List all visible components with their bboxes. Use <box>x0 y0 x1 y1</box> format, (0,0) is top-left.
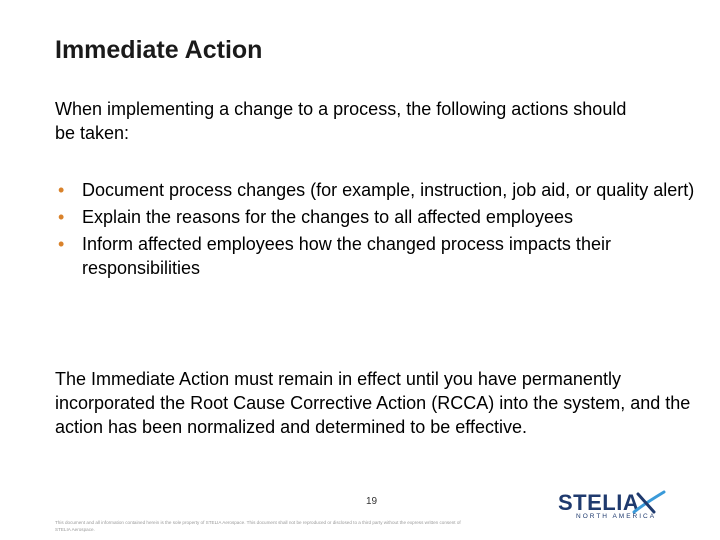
logo-wordmark: STELIA <box>558 490 640 515</box>
bullet-item <box>55 232 695 280</box>
bullet-icon: • <box>58 207 65 227</box>
intro-text: When implementing a change to a process, the following actions should be taken: <box>55 99 627 143</box>
bullet-icon: • <box>58 180 65 200</box>
bullet-icon: • <box>58 234 65 254</box>
page-number: 19 <box>366 496 378 507</box>
slide-title: Immediate Action <box>55 36 263 64</box>
bullet-text: Inform affected employees how the changed process impacts their responsibilities <box>82 234 611 278</box>
closing-text: The Immediate Action must remain in effect until you have permanently incorporated the Root Cause Corrective Action (RCCA) into the system, and the action has been normalized and determined to be effective. <box>55 369 691 437</box>
footer-disclaimer: This document and all information contained herein is the sole property of STELIA Aerospace. This document shall not be reproduced or disclosed to a third party without the express written consent of STELIA Aerospace. <box>55 520 461 532</box>
logo-subtitle: NORTH AMERICA <box>576 513 657 520</box>
bullet-list <box>55 178 695 283</box>
logo-swoosh-icon <box>632 490 666 516</box>
bullet-text: Document process changes (for example, instruction, job aid, or quality alert) <box>82 180 695 200</box>
stelia-logo <box>558 490 698 524</box>
bullet-item <box>55 205 695 229</box>
bullet-item <box>55 178 695 202</box>
bullet-text: Explain the reasons for the changes to all affected employees <box>82 207 573 227</box>
